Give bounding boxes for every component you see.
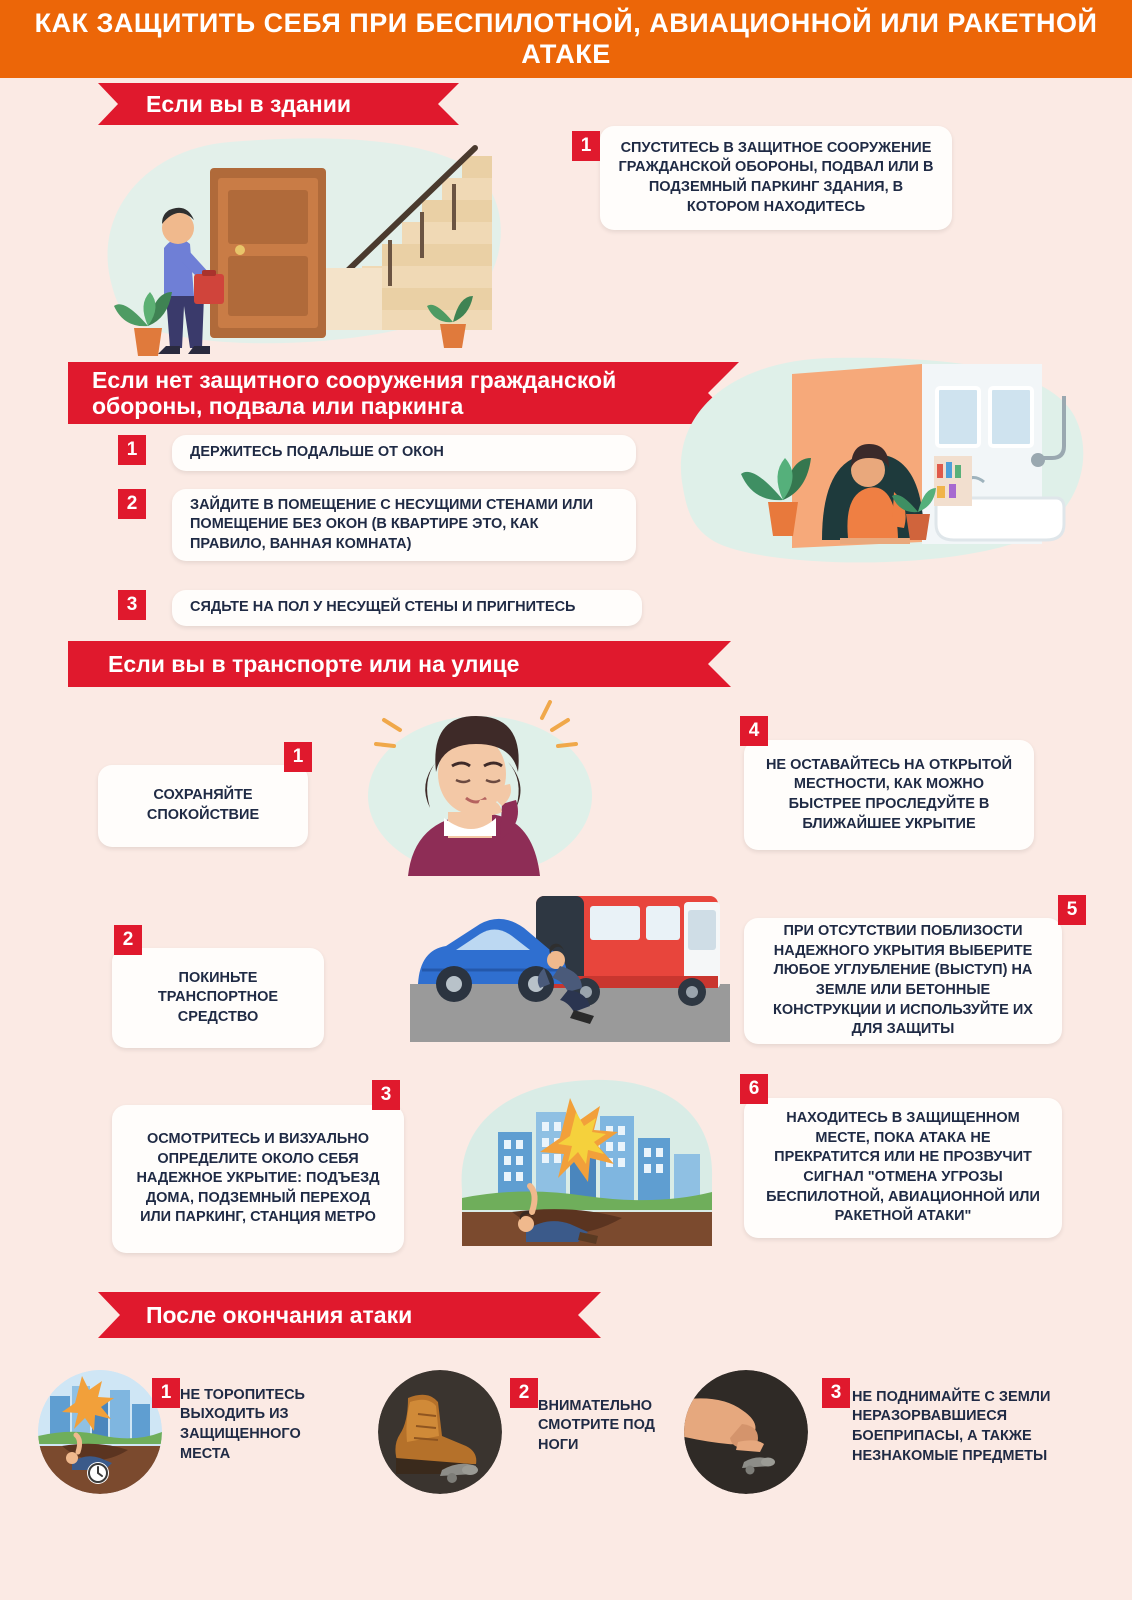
step-card-street-1: [98, 765, 308, 847]
banner-label: Если вы в транспорте или на улице: [108, 650, 520, 677]
step-number-street-3: 3: [372, 1080, 400, 1110]
page-title: КАК ЗАЩИТИТЬ СЕБЯ ПРИ БЕСПИЛОТНОЙ, АВИАЦИОННОЙ ИЛИ РАКЕТНОЙ АТАКЕ: [34, 7, 1098, 69]
step-number-noshelter-3: 3: [118, 590, 146, 620]
step-number-street-1: 1: [284, 742, 312, 772]
step-text: ЗАЙДИТЕ В ПОМЕЩЕНИЕ С НЕСУЩИМИ СТЕНАМИ ИЛИ ПОМЕЩЕНИЕ БЕЗ ОКОН (В КВАРТИРЕ ЭТО, КАК ПРАВИЛО, ВАННАЯ КОМНАТА): [190, 496, 594, 552]
step-number-after-3: 3: [822, 1378, 850, 1408]
step-card-street-5: [744, 918, 1062, 1044]
step-text: ВНИМАТЕЛЬНО СМОТРИТЕ ПОД НОГИ: [538, 1397, 655, 1453]
step-card-after-3: [848, 1378, 1098, 1476]
step-card-noshelter-3: [172, 590, 642, 626]
banner-transport-street: [68, 641, 708, 687]
step-number-street-5: 5: [1058, 895, 1086, 925]
step-text: НЕ ТОРОПИТЕСЬ ВЫХОДИТЬ ИЗ ЗАЩИЩЕННОГО МЕСТА: [180, 1386, 305, 1462]
step-card-after-1: [176, 1378, 358, 1472]
person-lying-in-ditch-city-explosion-illustration: [452, 1072, 722, 1252]
banner-no-shelter: [68, 362, 708, 424]
step-text: ДЕРЖИТЕСЬ ПОДАЛЬШЕ ОТ ОКОН: [190, 444, 444, 461]
step-number-street-6: 6: [740, 1074, 768, 1104]
step-number-street-4: 4: [740, 716, 768, 746]
step-text: НАХОДИТЕСЬ В ЗАЩИЩЕННОМ МЕСТЕ, ПОКА АТАКА НЕ ПРЕКРАТИТСЯ ИЛИ НЕ ПРОЗВУЧИТ СИГНАЛ "ОТМЕНА УГРОЗЫ БЕСПИЛОТНОЙ, АВИАЦИОННОЙ ИЛИ РАКЕТНОЙ АТАКИ": [766, 1110, 1040, 1225]
banner-if-in-building: [98, 83, 438, 125]
banner-label: Если вы в здании: [146, 90, 351, 117]
step-number-noshelter-1: 1: [118, 435, 146, 465]
step-number-street-2: 2: [114, 925, 142, 955]
step-card-street-3: [112, 1105, 404, 1253]
step-text: НЕ ОСТАВАЙТЕСЬ НА ОТКРЫТОЙ МЕСТНОСТИ, КАК МОЖНО БЫСТРЕЕ ПРОСЛЕДУЙТЕ В БЛИЖАЙШЕЕ УКРЫТИЕ: [765, 756, 1013, 832]
step-text: СПУСТИТЕСЬ В ЗАЩИТНОЕ СООРУЖЕНИЕ ГРАЖДАНСКОЙ ОБОРОНЫ, ПОДВАЛ ИЛИ В ПОДЗЕМНЫЙ ПАРКИНГ ЗДАНИЯ, В КОТОРОМ НАХОДИТЕСЬ: [618, 139, 934, 215]
step-number-after-2: 2: [510, 1378, 538, 1408]
step-text: СОХРАНЯЙТЕ СПОКОЙСТВИЕ: [146, 787, 260, 823]
step-card-building-1: [600, 126, 952, 230]
banner-label: После окончания атаки: [146, 1301, 413, 1328]
woman-in-bathroom-illustration: [672, 352, 1092, 572]
hand-reaching-for-munition-circle-photo: [684, 1370, 808, 1494]
city-explosion-person-in-trench-circle-photo: [38, 1370, 162, 1494]
banner-label: Если нет защитного сооружения гражданской обороны, подвала или паркинга: [92, 366, 617, 419]
page-header: [0, 0, 1132, 78]
boot-and-munition-circle-photo: [378, 1370, 502, 1494]
step-text: ПРИ ОТСУТСТВИИ ПОБЛИЗОСТИ НАДЕЖНОГО УКРЫТИЯ ВЫБЕРИТЕ ЛЮБОЕ УГЛУБЛЕНИЕ (ВЫСТУП) НА ЗЕМЛЕ ИЛИ БЕТОННЫЕ КОНСТРУКЦИИ И ИСПОЛЬЗУЙТЕ ИХ ДЛЯ ЗАЩИТЫ: [773, 923, 1033, 1038]
step-text: СЯДЬТЕ НА ПОЛ У НЕСУЩЕЙ СТЕНЫ И ПРИГНИТЕСЬ: [190, 599, 576, 616]
step-text: ПОКИНЬТЕ ТРАНСПОРТНОЕ СРЕДСТВО: [157, 969, 279, 1025]
step-card-noshelter-1: [172, 435, 636, 471]
man-entering-basement-door-illustration: [90, 128, 520, 358]
step-card-after-2: [534, 1388, 694, 1464]
step-text: НЕ ПОДНИМАЙТЕ С ЗЕМЛИ НЕРАЗОРВАВШИЕСЯ БОЕПРИПАСЫ, А ТАКЖЕ НЕЗНАКОМЫЕ ПРЕДМЕТЫ: [852, 1388, 1051, 1464]
step-card-street-2: [112, 948, 324, 1048]
step-text: ОСМОТРИТЕСЬ И ВИЗУАЛЬНО ОПРЕДЕЛИТЕ ОКОЛО СЕБЯ НАДЕЖНОЕ УКРЫТИЕ: ПОДЪЕЗД ДОМА, ПОДЗЕМНЫЙ ПЕРЕХОД ИЛИ ПАРКИНГ, СТАНЦИЯ МЕТРО: [136, 1131, 380, 1226]
banner-after-attack: [98, 1292, 578, 1338]
step-card-noshelter-2: [172, 489, 636, 561]
step-card-street-6: [744, 1098, 1062, 1238]
person-leaving-car-and-bus-illustration: [410, 880, 730, 1048]
step-number-noshelter-2: 2: [118, 489, 146, 519]
worried-woman-illustration: [352, 700, 602, 880]
step-card-street-4: [744, 740, 1034, 850]
step-number-building-1: 1: [572, 131, 600, 161]
step-number-after-1: 1: [152, 1378, 180, 1408]
